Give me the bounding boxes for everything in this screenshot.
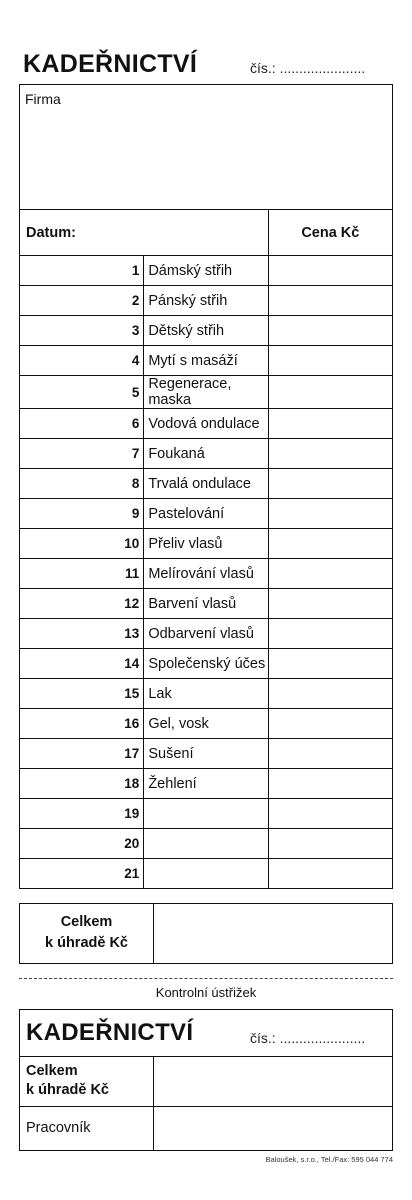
- price-cell[interactable]: [268, 649, 392, 679]
- table-row: [20, 499, 393, 529]
- table-row: [20, 739, 393, 769]
- price-cell[interactable]: [268, 829, 392, 859]
- price-cell[interactable]: [268, 439, 392, 469]
- row-number: 20: [20, 829, 144, 859]
- price-cell[interactable]: [268, 859, 392, 889]
- price-cell[interactable]: [268, 256, 392, 286]
- number-dots: ......................: [279, 60, 366, 76]
- row-number: 17: [20, 739, 144, 769]
- stub-title: KADEŘNICTVÍ: [26, 1019, 194, 1046]
- service-name: Dámský střih: [144, 256, 268, 286]
- row-number: 9: [20, 499, 144, 529]
- price-cell[interactable]: [268, 769, 392, 799]
- row-number: 1: [20, 256, 144, 286]
- services-table: [19, 209, 393, 889]
- stub-total-line1: Celkem: [26, 1063, 78, 1079]
- service-name: Regenerace, maska: [144, 376, 268, 409]
- price-cell[interactable]: [268, 376, 392, 409]
- service-name: Foukaná: [144, 439, 268, 469]
- stub-box: [19, 1009, 393, 1151]
- table-header-row: [20, 210, 393, 256]
- row-number: 3: [20, 316, 144, 346]
- row-number: 7: [20, 439, 144, 469]
- cut-line: [19, 978, 393, 979]
- price-header: Cena Kč: [268, 210, 392, 256]
- price-cell[interactable]: [268, 316, 392, 346]
- service-name: Barvení vlasů: [144, 589, 268, 619]
- row-number: 14: [20, 649, 144, 679]
- service-name: Mytí s masáží: [144, 346, 268, 376]
- form-title: KADEŘNICTVÍ: [23, 50, 198, 78]
- row-number: 11: [20, 559, 144, 589]
- stub-total-line2: k úhradě Kč: [26, 1082, 109, 1098]
- service-name: Přeliv vlasů: [144, 529, 268, 559]
- company-label: Firma: [25, 91, 61, 107]
- service-name: Trvalá ondulace: [144, 469, 268, 499]
- publisher-footer: Baloušek, s.r.o., Tel./Fax: 595 044 774: [265, 1155, 393, 1164]
- price-cell[interactable]: [268, 679, 392, 709]
- service-name: Pánský střih: [144, 286, 268, 316]
- row-number: 10: [20, 529, 144, 559]
- table-row: [20, 409, 393, 439]
- price-cell[interactable]: [268, 286, 392, 316]
- date-label[interactable]: Datum:: [20, 210, 269, 256]
- price-cell[interactable]: [268, 709, 392, 739]
- row-number: 6: [20, 409, 144, 439]
- service-name: Dětský střih: [144, 316, 268, 346]
- service-name[interactable]: [144, 799, 268, 829]
- row-number: 4: [20, 346, 144, 376]
- table-row: [20, 769, 393, 799]
- table-row: [20, 709, 393, 739]
- table-row: [20, 529, 393, 559]
- price-cell[interactable]: [268, 739, 392, 769]
- service-name: Sušení: [144, 739, 268, 769]
- cut-label: Kontrolní ústřižek: [155, 985, 257, 1000]
- service-name: Žehlení: [144, 769, 268, 799]
- table-row: [20, 589, 393, 619]
- table-row: [20, 559, 393, 589]
- total-divider: [153, 904, 154, 963]
- total-line1: Celkem: [60, 914, 113, 930]
- row-number: 15: [20, 679, 144, 709]
- service-name: Odbarvení vlasů: [144, 619, 268, 649]
- table-row: [20, 346, 393, 376]
- stub-divider: [153, 1056, 154, 1151]
- row-number: 13: [20, 619, 144, 649]
- price-cell[interactable]: [268, 346, 392, 376]
- service-name: Lak: [144, 679, 268, 709]
- price-cell[interactable]: [268, 559, 392, 589]
- price-cell[interactable]: [268, 499, 392, 529]
- table-row: [20, 469, 393, 499]
- stub-number: [250, 1030, 365, 1046]
- row-number: 16: [20, 709, 144, 739]
- stub-total-label: [26, 1062, 109, 1100]
- service-name: Melírování vlasů: [144, 559, 268, 589]
- stub-worker-field[interactable]: [155, 1108, 392, 1151]
- table-row: [20, 256, 393, 286]
- row-number: 8: [20, 469, 144, 499]
- table-row: [20, 376, 393, 409]
- service-name: Pastelování: [144, 499, 268, 529]
- table-row: [20, 859, 393, 889]
- total-value-field[interactable]: [155, 904, 392, 963]
- stub-worker-label: Pracovník: [26, 1120, 91, 1136]
- row-number: 21: [20, 859, 144, 889]
- number-label: čís.:: [250, 60, 276, 76]
- row-number: 12: [20, 589, 144, 619]
- table-row: [20, 649, 393, 679]
- row-number: 5: [20, 376, 144, 409]
- stub-row-line-2: [20, 1106, 392, 1107]
- row-number: 19: [20, 799, 144, 829]
- service-name[interactable]: [144, 829, 268, 859]
- form-number: [250, 60, 365, 76]
- table-row: [20, 316, 393, 346]
- company-box[interactable]: [19, 84, 393, 210]
- price-cell[interactable]: [268, 619, 392, 649]
- table-row: [20, 799, 393, 829]
- service-name: Vodová ondulace: [144, 409, 268, 439]
- total-label: [20, 912, 153, 954]
- total-box: [19, 903, 393, 964]
- price-cell[interactable]: [268, 529, 392, 559]
- service-name[interactable]: [144, 859, 268, 889]
- table-row: [20, 619, 393, 649]
- row-number: 18: [20, 769, 144, 799]
- table-row: [20, 829, 393, 859]
- total-line2: k úhradě Kč: [45, 935, 128, 951]
- price-cell[interactable]: [268, 799, 392, 829]
- price-cell[interactable]: [268, 469, 392, 499]
- stub-number-label: čís.:: [250, 1030, 276, 1046]
- table-row: [20, 679, 393, 709]
- stub-number-dots: ......................: [279, 1030, 366, 1046]
- price-cell[interactable]: [268, 589, 392, 619]
- price-cell[interactable]: [268, 409, 392, 439]
- table-row: [20, 439, 393, 469]
- stub-row-line-1: [20, 1056, 392, 1057]
- service-name: Gel, vosk: [144, 709, 268, 739]
- table-row: [20, 286, 393, 316]
- service-name: Společenský účes: [144, 649, 268, 679]
- row-number: 2: [20, 286, 144, 316]
- stub-total-field[interactable]: [155, 1058, 392, 1105]
